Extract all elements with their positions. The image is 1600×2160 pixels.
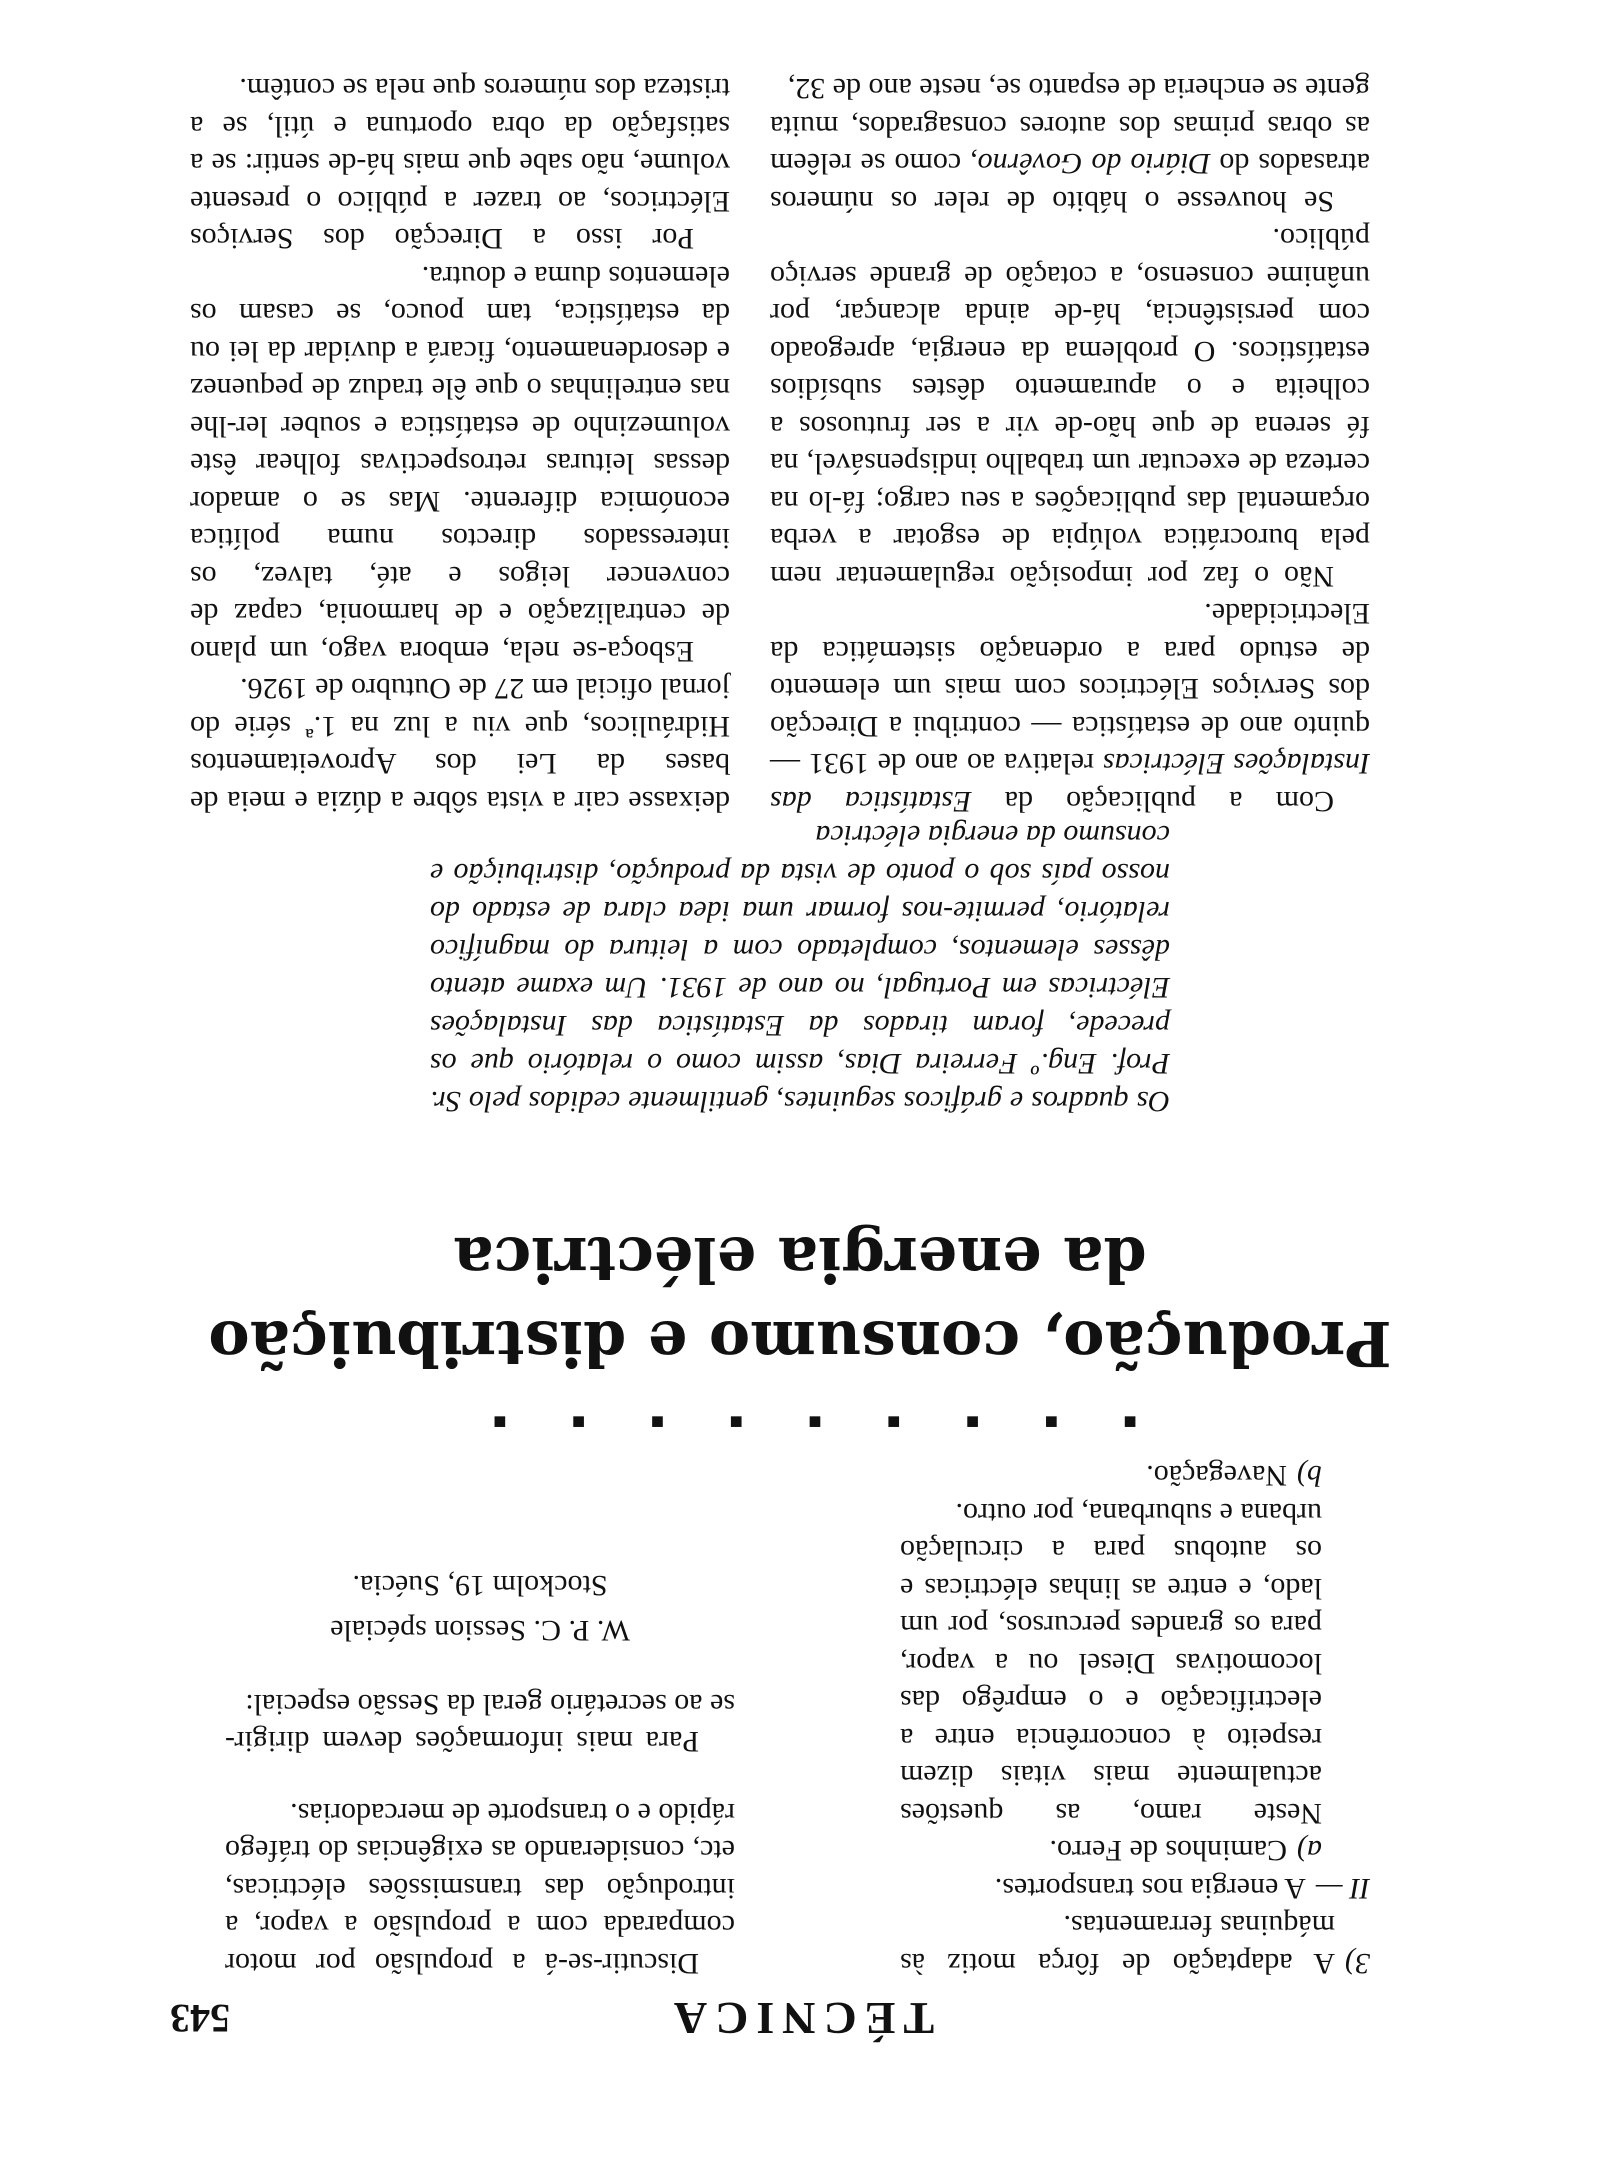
- signature-block: [225, 1567, 735, 1650]
- item-label: a): [1297, 1834, 1322, 1868]
- top-left-column: [900, 1457, 1370, 1982]
- text-run: relativa ao ano de 1931 — quinto ano de estatística — contribui a Direcção dos Serviços Eléctricos com mais um elemento de estudo para a ordenação sistemática da Electricidade.: [770, 597, 1370, 781]
- journal-title: TÉCNICA: [665, 1993, 935, 2044]
- section-text: A energia nos transportes.: [994, 1872, 1306, 1905]
- top-right-column: [225, 1559, 735, 1983]
- signature-line: W. P. C. Session spéciale: [330, 1614, 630, 1648]
- list-item: [900, 1832, 1370, 1870]
- paragraph: Por isso a Direcção dos Serviços Eléctricos, ao trazer a público o presente volume, não sabe que mais há-de sentir: se a satisfação da obra oportuna e útil, se a tristeza dos números que nela se contêm.: [190, 72, 730, 256]
- paragraph: [770, 595, 1370, 820]
- section-label: II —: [1315, 1872, 1370, 1905]
- text-run: Se houvesse o hábito de reler os números atrasados do: [770, 147, 1370, 218]
- article-title: [180, 1217, 1420, 1385]
- list-item: [900, 1457, 1370, 1495]
- item-text: A adaptação de fôrça motiz às máquinas ferramentas.: [900, 1909, 1335, 1980]
- paragraph: Para mais informações devem dirigir-se ao secretário geral da Sessão especial:: [225, 1688, 735, 1759]
- bottom-left-column: [770, 70, 1370, 820]
- item-label: 3): [1345, 1947, 1370, 1980]
- item-body-text: Neste ramo, as questões actualmente mais vitais dizem respeito à concorrência entre a electrificação e o emprêgo das locomotivas Diesel ou a vapor, para os grandes percursos, por um lado, e entre as linhas eléctricas e os autobus para a circulação urbana e suburbana, por outro.: [900, 1497, 1322, 1830]
- title-line: Produção, consumo e distribuição: [208, 1307, 1392, 1380]
- paragraph: Discutir-se-á a propulsão por motor comparada com a propulsão a vapor, a introdução das transmissões eléctricas, etc, considerando as exigências do tráfego rápido e o transporte de mercadorias.: [225, 1797, 735, 1980]
- list-item: [900, 1907, 1370, 1982]
- section-heading: [900, 1870, 1370, 1908]
- italic-run: Diário do Govêrno: [977, 147, 1211, 181]
- text-run: Com a publicação da: [971, 785, 1334, 818]
- item-text: Navegação.: [1146, 1459, 1287, 1493]
- paragraph: Esboça-se nela, embora vago, um plano de centralização e de harmonia, capaz de convencer leigos e até, talvez, os interessados directos numa política económica diferente. Mas se o amador dessas leituras retrospectivas folhear êste volumezinho de estatística e souber ler-lhe nas entrelinhas o que êle traduz de pequenez e desordenamento, ficará a duvidar da lei ou da estatística, tam pouco, se casam os elementos duma e doutra.: [190, 260, 730, 668]
- text-run: , como se relêem as obras primas dos autores consagrados, muita gente se encheria de espanto se, neste ano de 32,: [769, 72, 1370, 181]
- signature-line: Stockolm 19, Suécia.: [352, 1569, 608, 1602]
- paragraph: [770, 70, 1370, 220]
- item-text: Caminhos de Ferro.: [1049, 1834, 1287, 1868]
- italic-run: Estatística das Instalações Eléctricas: [770, 747, 1370, 818]
- paragraph: deixasse cair a vista sôbre a dúzia e meia de bases da Lei dos Aproveitamentos Hidráulicos, que viu a luz na 1.ª série do jornal oficial em 27 de Outubro de 1926.: [190, 672, 730, 818]
- item-label: b): [1297, 1459, 1322, 1493]
- intro-paragraph: Os quadros e gráficos seguintes, gentilmente cedidos pelo Sr. Prof. Eng.º Ferreira Dias, assim como o relatório que os precede, foram tirados da Estatística das Instalações Eléctricas em Portugal, no ano de 1931. Um exame atento dêsses elementos, completado com a leitura do magnífico relatório, permite-nos formar uma idea clara de estado do nosso país sob o ponto de vista da produção, distribuição e consumo da energia eléctrica: [430, 819, 1170, 1118]
- page-number: 543: [170, 1996, 230, 2041]
- title-line: da energia eléctrica: [453, 1223, 1147, 1296]
- paragraph: Não o faz por imposição regulamentar nem pela burocrática volúpia de esgotar a verba orçamental das publicações a seu cargo; fá-lo na certeza de executar um trabalho indispensável, na fé serena de que hão-de vir a ser frutuosos a colheita e o apuramento dêstes subsídios estatísticos. O problema da energia, apregoado com persistência, há-de ainda alcançar, por unânime consenso, a cotação de grande serviço público.: [770, 222, 1370, 593]
- bottom-right-column: [190, 70, 730, 820]
- section-divider: ■ ■ ■ ■ ■ ■ ■ ■ ■: [463, 1410, 1137, 1435]
